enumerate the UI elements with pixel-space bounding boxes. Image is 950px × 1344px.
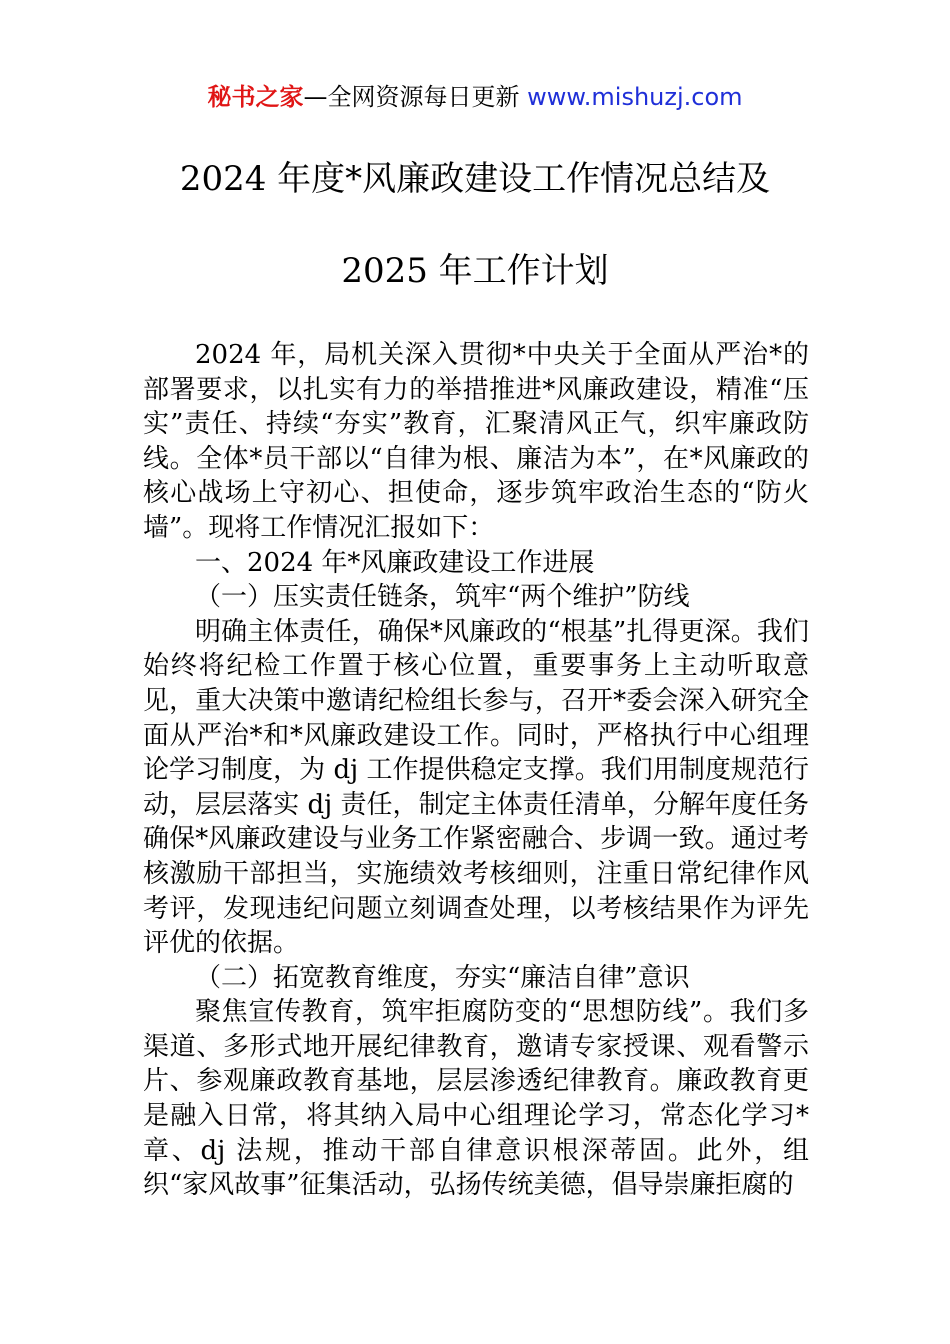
- document-title-line-1: 2024 年度*风廉政建设工作情况总结及: [179, 159, 771, 199]
- site-tagline: —全网资源每日更新: [303, 83, 520, 111]
- body-paragraph-2: 聚焦宣传教育，筑牢拒腐防变的“思想防线”。我们多渠道、多形式地开展纪律教育，邀请专家授课、观看警示片、参观廉政教育基地，层层渗透纪律教育。廉政教育更是融入日常，将其纳入局中心组理论学习，常态化学习*章、dj 法规，推动干部自律意识根深蒂固。此外，组织“家风故事”征集活动，弘扬传统美德，倡导崇廉拒腐的: [143, 997, 809, 1201]
- site-header: [0, 80, 950, 114]
- subsection-heading-1: （一）压实责任链条，筑牢“两个维护”防线: [195, 582, 690, 613]
- site-brand: 秘书之家: [207, 83, 304, 111]
- section-heading-1: 一、2024 年*风廉政建设工作进展: [195, 547, 595, 578]
- document-body: [143, 338, 809, 1203]
- subsection-heading-2: （二）拓宽教育维度，夯实“廉洁自律”意识: [195, 962, 690, 993]
- intro-paragraph: 2024 年，局机关深入贯彻*中央关于全面从严治*的部署要求，以扎实有力的举措推进*风廉政建设，精准“压实”责任、持续“夯实”教育，汇聚清风正气，织牢廉政防线。全体*员干部以“自律为根、廉洁为本”，在*风廉政的核心战场上守初心、担使命，逐步筑牢政治生态的“防火墙”。现将工作情况汇报如下：: [143, 340, 809, 543]
- site-url-link[interactable]: www.mishuzj.com: [527, 83, 743, 111]
- body-paragraph-1: 明确主体责任，确保*风廉政的“根基”扎得更深。我们始终将纪检工作置于核心位置，重要事务上主动听取意见，重大决策中邀请纪检组长参与，召开*委会深入研究全面从严治*和*风廉政建设工作。同时，严格执行中心组理论学习制度，为 dj 工作提供稳定支撑。我们用制度规范行动，层层落实 dj 责任，制定主体责任清单，分解年度任务确保*风廉政建设与业务工作紧密融合、步调一致。通过考核激励干部担当，实施绩效考核细则，注重日常纪律作风考评，发现违纪问题立刻调查处理，以考核结果作为评先评优的依据。: [143, 616, 809, 959]
- document-title-line-2: 2025 年工作计划: [341, 251, 609, 291]
